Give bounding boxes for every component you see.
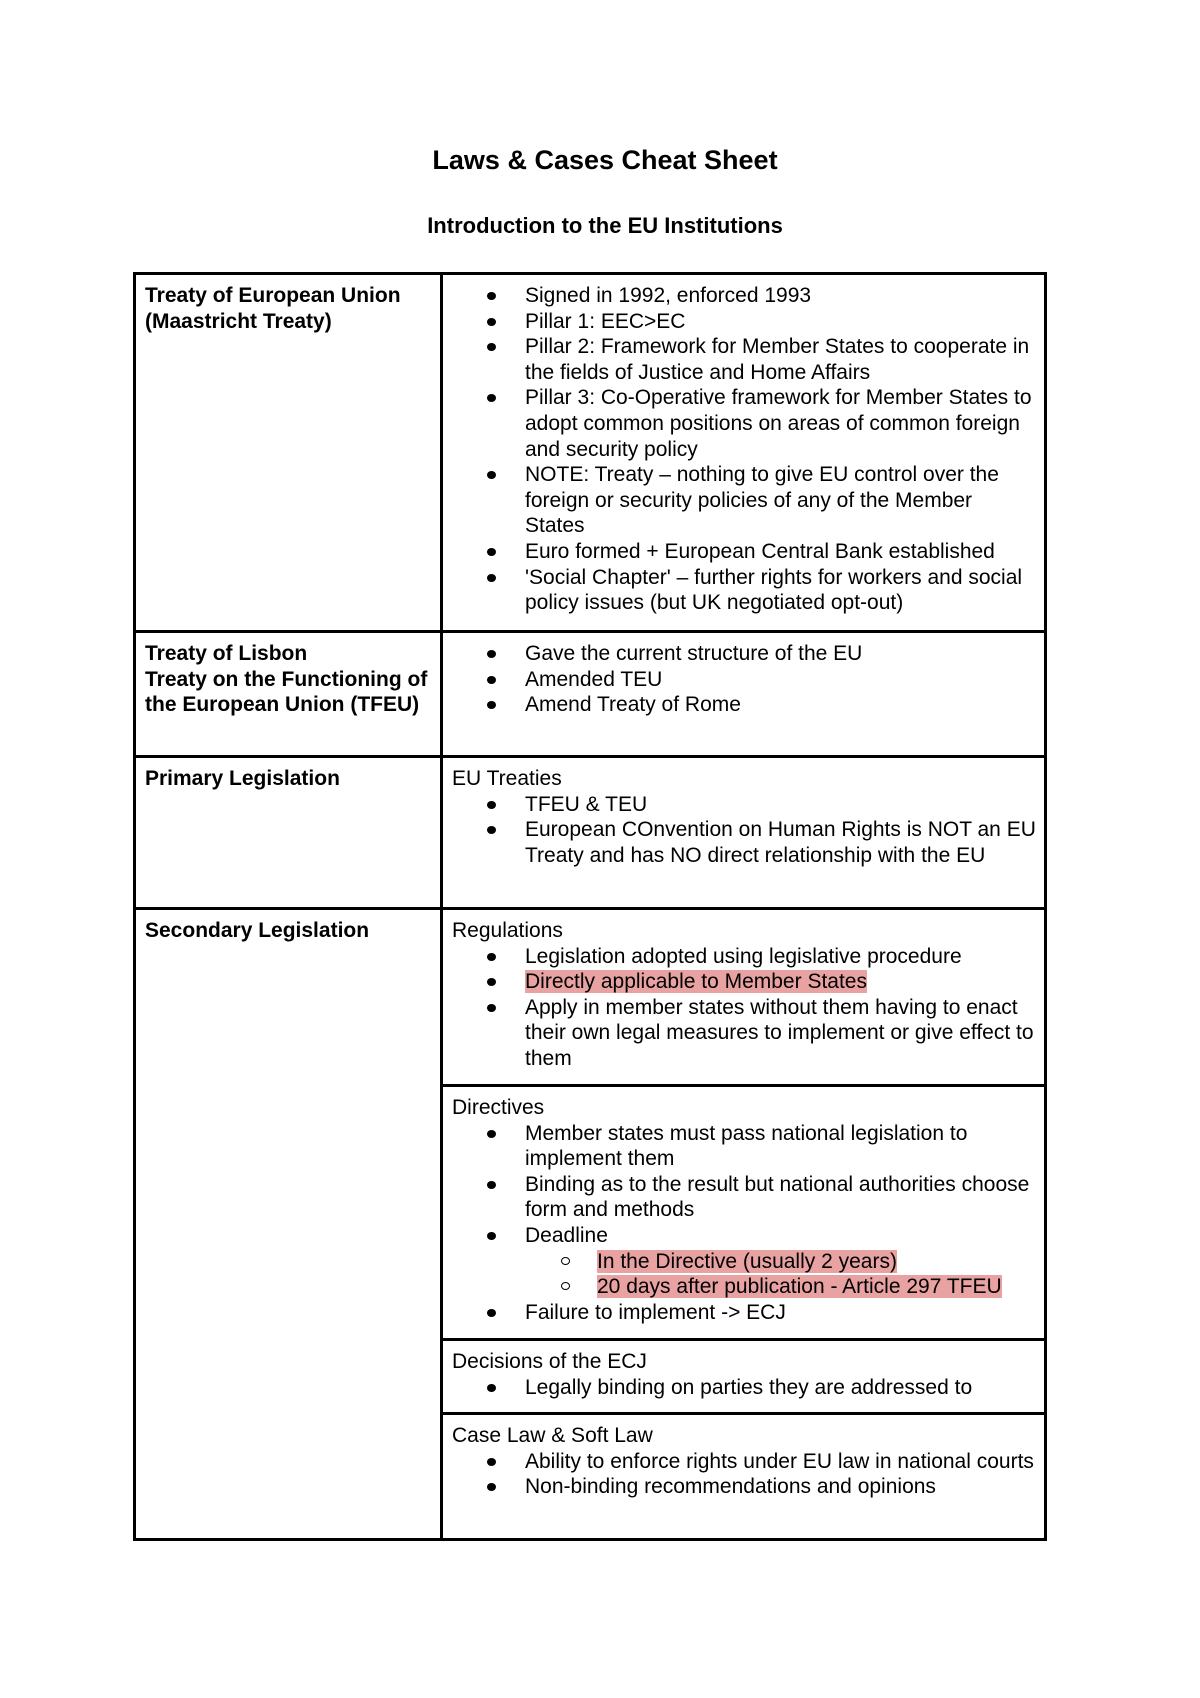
- list-item: Binding as to the result but national authorities choose form and methods: [525, 1172, 1036, 1223]
- row-content-regulations: [442, 909, 1046, 1086]
- row-content-decisions: [442, 1340, 1046, 1414]
- highlighted-text: Directly applicable to Member States: [525, 970, 867, 994]
- row-content-primary: [442, 757, 1046, 909]
- bullet-list: [452, 1375, 1036, 1401]
- row-key-secondary: Secondary Legislation: [135, 909, 442, 1540]
- key-line: (Maastricht Treaty): [145, 309, 332, 333]
- list-item: Pillar 2: Framework for Member States to cooperate in the fields of Justice and Home Affairs: [525, 334, 1036, 385]
- list-item: Signed in 1992, enforced 1993: [525, 283, 1036, 309]
- bullet-list: [452, 792, 1036, 869]
- row-key-teu: [135, 274, 442, 632]
- page-title: Laws & Cases Cheat Sheet: [432, 145, 778, 175]
- row-content-teu: [442, 274, 1046, 632]
- section-heading: Decisions of the ECJ: [452, 1350, 647, 1373]
- list-item: Member states must pass national legislation to implement them: [525, 1121, 1036, 1172]
- row-content-caselaw: [442, 1414, 1046, 1540]
- row-content-lisbon: [442, 632, 1046, 757]
- bullet-list: [452, 1449, 1036, 1500]
- row-key-lisbon: [135, 632, 442, 757]
- highlighted-text: 20 days after publication - Article 297 TFEU: [597, 1275, 1002, 1299]
- list-item: TFEU & TEU: [525, 792, 1036, 818]
- section-heading: Regulations: [452, 919, 563, 942]
- sub-bullet-list: [525, 1249, 1036, 1300]
- sub-list-item: [597, 1249, 1036, 1275]
- list-item: Euro formed + European Central Bank established: [525, 539, 1036, 565]
- list-item: NOTE: Treaty – nothing to give EU control over the foreign or security policies of any of the Member States: [525, 462, 1036, 539]
- section-heading: EU Treaties: [452, 767, 562, 790]
- list-item: Ability to enforce rights under EU law in national courts: [525, 1449, 1036, 1475]
- row-key-primary: Primary Legislation: [135, 757, 442, 909]
- table-row: [135, 632, 1046, 757]
- list-item: Apply in member states without them having to enact their own legal measures to implement or give effect to them: [525, 995, 1036, 1072]
- section-heading: Directives: [452, 1096, 545, 1119]
- key-line: Treaty of European Union: [145, 284, 401, 307]
- list-item: European COnvention on Human Rights is NOT an EU Treaty and has NO direct relationship with the EU: [525, 818, 1036, 867]
- list-item: Failure to implement -> ECJ: [525, 1300, 1036, 1326]
- list-item: Amended TEU: [525, 667, 1036, 693]
- list-item: [525, 969, 1036, 995]
- key-line: Treaty on the Functioning of the European Union (TFEU): [145, 667, 428, 717]
- sub-list-item: [597, 1274, 1036, 1300]
- list-item: Amend Treaty of Rome: [525, 692, 1036, 718]
- list-item: 'Social Chapter' – further rights for workers and social policy issues (but UK negotiated opt-out): [525, 565, 1036, 616]
- list-item: Legally binding on parties they are addressed to: [525, 1375, 1036, 1401]
- table-row: [135, 274, 1046, 632]
- list-item-label: Deadline: [525, 1223, 608, 1247]
- cheat-sheet-table: [133, 272, 1047, 1541]
- key-line: Treaty of Lisbon: [145, 642, 308, 665]
- bullet-list: [452, 1121, 1036, 1326]
- list-item: Legislation adopted using legislative procedure: [525, 944, 1036, 970]
- list-item: Non-binding recommendations and opinions: [525, 1474, 1036, 1500]
- list-item: Gave the current structure of the EU: [525, 641, 1036, 667]
- bullet-list: [452, 283, 1036, 616]
- row-content-directives: [442, 1086, 1046, 1340]
- bullet-list: [452, 944, 1036, 1072]
- table-row: [135, 909, 1046, 1086]
- table-row: [135, 757, 1046, 909]
- highlighted-text: In the Directive (usually 2 years): [597, 1249, 897, 1273]
- list-item: Pillar 3: Co-Operative framework for Member States to adopt common positions on areas of common foreign and security policy: [525, 385, 1036, 462]
- list-item: [525, 1223, 1036, 1300]
- bullet-list: [452, 641, 1036, 718]
- section-heading: Case Law & Soft Law: [452, 1424, 653, 1447]
- page-subtitle: Introduction to the EU Institutions: [427, 213, 783, 238]
- list-item: Pillar 1: EEC>EC: [525, 309, 1036, 335]
